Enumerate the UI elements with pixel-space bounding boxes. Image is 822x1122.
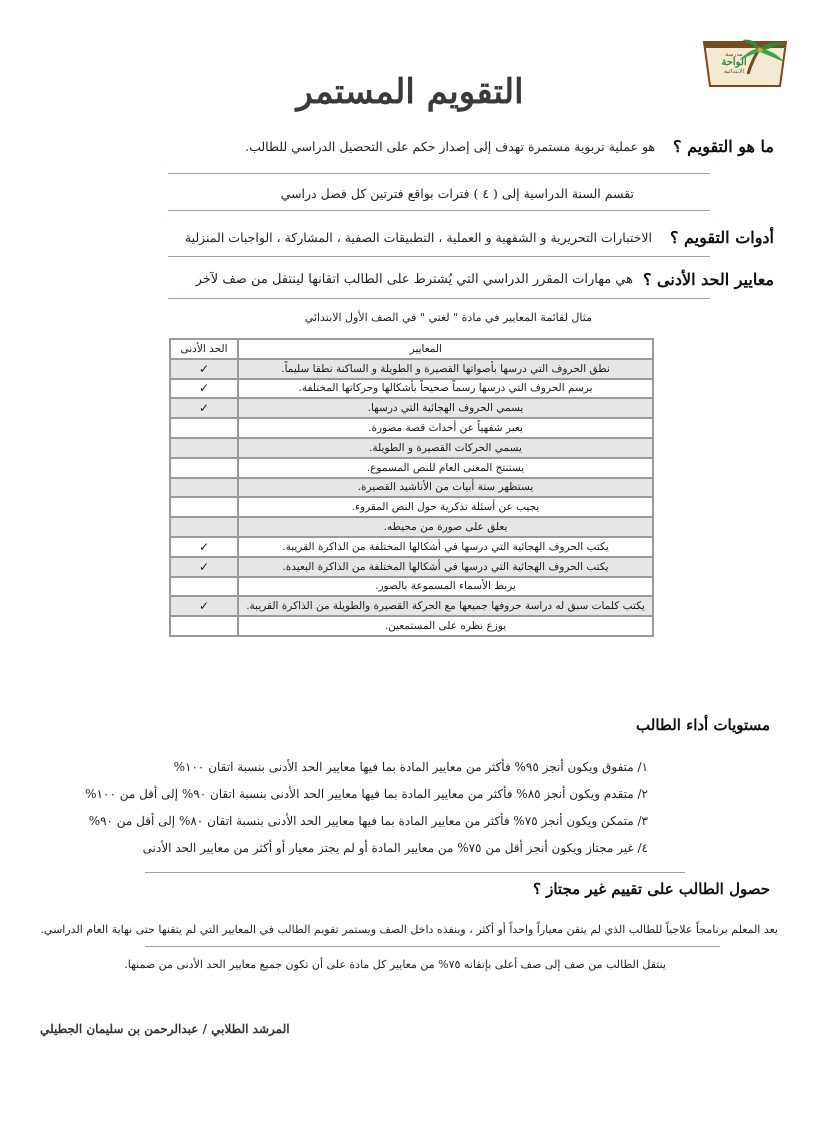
- tools-label: أدوات التقويم ؟: [669, 227, 774, 247]
- level-item-4: ٤/ غير مجتاز ويكون أنجز أقل من ٧٥% من معايير المادة أو لم يجتز معيار أو أكثر من معايير الحد الأدنى: [142, 841, 648, 855]
- table-row: [170, 616, 653, 636]
- min-check-cell: [170, 616, 238, 636]
- criterion-text: يعلق على صورة من محيطه.: [238, 517, 653, 537]
- criterion-text: يعبر شفهياً عن أحداث قصة مصورة.: [238, 418, 653, 438]
- criterion-text: يجيب عن أسئلة تذكرية حول النص المقروء.: [238, 497, 653, 517]
- check-icon: ✓: [198, 559, 210, 574]
- page-title: التقويم المستمر: [296, 72, 524, 112]
- table-row: [170, 458, 653, 478]
- criterion-text: يسمي الحركات القصيرة و الطويلة.: [238, 438, 653, 458]
- not-passed-heading: حصول الطالب على تقييم غير مجتاز ؟: [532, 880, 770, 898]
- example-caption: مثال لقائمة المعايير في مادة " لغتي " في الصف الأول الابتدائي: [304, 311, 592, 324]
- criterion-text: نطق الحروف التي درسها بأصواتها القصيرة و الطويلة و الساكنة نطقا سليماً.: [238, 359, 653, 379]
- level-item-1: ١/ متفوق ويكون أنجز ٩٥% فأكثر من معايير المادة بما فيها معايير الحد الأدنى بنسبة اتقان ١٠٠%: [173, 760, 648, 774]
- min-check-cell: [170, 478, 238, 498]
- table-row: [170, 577, 653, 597]
- criterion-text: يوزع نظره على المستمعين.: [238, 616, 653, 636]
- tools-text: الاختبارات التحريرية و الشفهية و العملية ، التطبيقات الصفية ، المشاركة ، الواجبات المنزلية: [184, 229, 652, 245]
- level-item-3: ٣/ متمكن ويكون أنجز ٧٥% فأكثر من معايير المادة بما فيها معايير الحد الأدنى بنسبة اتقان ٨٠% إلى أقل من ٩٠%: [88, 814, 648, 828]
- logo-line-2: الواحة: [721, 57, 747, 69]
- table-row: [170, 557, 653, 577]
- footer-signature: المرشد الطلابي / عبدالرحمن بن سليمان الجطيلي: [40, 1022, 290, 1036]
- divider: [168, 173, 710, 174]
- min-criteria-label: معايير الحد الأدنى ؟: [642, 269, 774, 289]
- criterion-text: يسمي الحروف الهجائية التي درسها.: [238, 398, 653, 418]
- check-icon: ✓: [198, 381, 210, 396]
- criterion-text: يرسم الحروف التي درسها رسماً صحيحاً بأشكالها وحركاتها المختلفة.: [238, 379, 653, 399]
- min-check-cell: [170, 557, 238, 577]
- table-row: [170, 438, 653, 458]
- header-min: الحد الأدنى: [170, 339, 238, 359]
- criterion-text: يستنتج المعنى العام للنص المسموع.: [238, 458, 653, 478]
- min-check-cell: [170, 577, 238, 597]
- min-check-cell: [170, 438, 238, 458]
- check-icon: ✓: [198, 361, 210, 376]
- table-row: [170, 478, 653, 498]
- table-row: [170, 596, 653, 616]
- table-row: [170, 359, 653, 379]
- criterion-text: يكتب كلمات سبق له دراسة حروفها جميعها مع الحركة القصيرة والطويلة من الذاكرة القريبة.: [238, 596, 653, 616]
- what-is-row: [44, 134, 774, 158]
- min-check-cell: [170, 418, 238, 438]
- periods-text: تقسم السنة الدراسية إلى ( ٤ ) فترات بواقع فترتين كل فصل دراسي: [280, 186, 634, 201]
- min-criteria-text: هي مهارات المقرر الدراسي التي يُشترط على الطالب اتقانها لينتقل من صف لآخر: [195, 271, 633, 287]
- header-criteria: المعايير: [238, 339, 653, 359]
- min-check-cell: [170, 458, 238, 478]
- divider: [168, 210, 710, 211]
- table-row: [170, 379, 653, 399]
- divider: [168, 256, 710, 257]
- table-header-row: [170, 339, 653, 359]
- table-row: [170, 517, 653, 537]
- criteria-table-body: [170, 359, 653, 636]
- check-icon: ✓: [198, 401, 210, 416]
- criterion-text: يربط الأسماء المسموعة بالصور.: [238, 577, 653, 597]
- min-check-cell: [170, 537, 238, 557]
- min-check-cell: [170, 398, 238, 418]
- table-row: [170, 398, 653, 418]
- min-check-cell: [170, 596, 238, 616]
- logo-line-3: الابتدائية: [723, 67, 745, 75]
- criteria-table: [169, 338, 654, 637]
- what-is-label: ما هو التقويم ؟: [673, 136, 774, 156]
- min-criteria-row: [44, 267, 774, 291]
- table-row: [170, 497, 653, 517]
- min-check-cell: [170, 497, 238, 517]
- min-check-cell: [170, 517, 238, 537]
- min-check-cell: [170, 359, 238, 379]
- divider: [145, 946, 720, 947]
- criterion-text: يستظهر ستة أبيات من الأناشيد القصيرة.: [238, 478, 653, 498]
- school-logo: [700, 34, 790, 94]
- tools-row: [44, 225, 774, 249]
- min-check-cell: [170, 379, 238, 399]
- not-passed-text-2: ينتقل الطالب من صف إلى صف أعلى بإتقانه ٧٥% من معايير كل مادة على أن تكون جميع معايير الحد الأدنى من ضمنها.: [124, 958, 666, 971]
- not-passed-text-1: يعد المعلم برنامجاً علاجياً للطالب الذي لم يتقن معياراً واحداً أو أكثر ، وينفذه داخل الصف ويستمر تقويم الطالب في المعايير التي لم يتقنها حتى نهاية العام الدراسي.: [40, 923, 778, 936]
- table-row: [170, 537, 653, 557]
- criterion-text: يكتب الحروف الهجائية التي درسها في أشكالها المختلفة من الذاكرة البعيدة.: [238, 557, 653, 577]
- criterion-text: يكتب الحروف الهجائية التي درسها في أشكالها المختلفة من الذاكرة القريبة.: [238, 537, 653, 557]
- table-row: [170, 418, 653, 438]
- logo-line-1: مدرسة: [725, 51, 743, 58]
- levels-heading: مستويات أداء الطالب: [636, 716, 770, 734]
- check-icon: ✓: [198, 539, 210, 554]
- level-item-2: ٢/ متقدم ويكون أنجز ٨٥% فأكثر من معايير المادة بما فيها معايير الحد الأدنى بنسبة اتقان ٩٠% إلى أقل من ١٠٠%: [85, 787, 648, 801]
- divider: [168, 298, 710, 299]
- what-is-text: هو عملية تربوية مستمرة تهدف إلى إصدار حكم على التحصيل الدراسي للطالب.: [245, 138, 656, 154]
- divider: [145, 872, 685, 873]
- check-icon: ✓: [198, 599, 210, 614]
